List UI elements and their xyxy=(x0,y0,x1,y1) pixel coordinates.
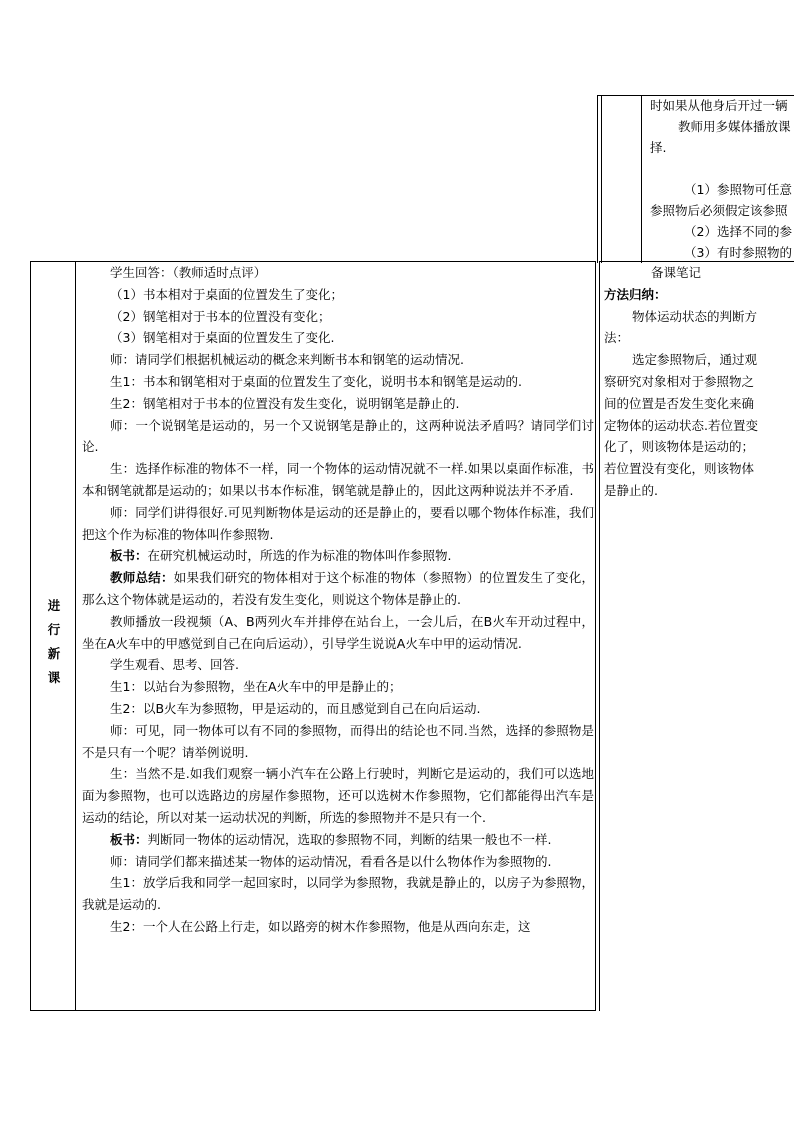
dialogue-paragraph: 师：一个说钢笔是运动的，另一个又说钢笔是静止的，这两种说法矛盾吗？请同学们讨论. xyxy=(82,417,594,455)
dialogue-paragraph: 教师播放一段视频（A、B两列火车并排停在站台上，一会儿后，在B火车开动过程中，坐在A火车中的甲感觉到自己在向后运动），引导学生说说A火车中甲的运动情况. xyxy=(82,613,594,651)
lesson-content xyxy=(82,262,594,938)
dialogue-paragraph: 生2：钢笔相对于书本的位置没有发生变化，说明钢笔是静止的. xyxy=(110,395,460,411)
continuation-line: 择. xyxy=(650,140,667,155)
section-label-char: 新 xyxy=(47,646,61,661)
notes-paragraph: 选定参照物后，通过观察研究对象相对于参照物之间的位置是否发生变化来确定物体的运动状态.若位置变化了，则该物体是运动的；若位置没有变化，则该物体是静止的. xyxy=(604,352,758,498)
lesson-notes xyxy=(604,262,758,502)
dialogue-paragraph: 生1：放学后我和同学一起回家时，以同学为参照物，我就是静止的，以房子为参照物，我就是运动的. xyxy=(82,875,594,913)
answer-item: （3）钢笔相对于桌面的位置发生了变化. xyxy=(110,330,335,346)
section-label xyxy=(32,594,76,690)
dialogue-paragraph: 生1：以站台为参照物，坐在A火车中的甲是静止的； xyxy=(110,679,402,695)
dialogue-paragraph: 师：可见，同一物体可以有不同的参照物，而得出的结论也不同.当然，选择的参照物是不是只有一个呢？请举例说明. xyxy=(82,722,594,760)
dialogue-paragraph: 学生观看、思考、回答. xyxy=(110,657,239,673)
dialogue-paragraph: 生：选择作标准的物体不一样，同一个物体的运动情况就不一样.如果以桌面作标准，书本和钢笔就都是运动的；如果以书本作标准，钢笔就是静止的，因此这两种说法并不矛盾. xyxy=(82,461,594,498)
table-bottom-border xyxy=(30,1010,596,1011)
dialogue-paragraph: 师：请同学们都来描述某一物体的运动情况，看看各是以什么物体作为参照物的. xyxy=(110,853,552,869)
teacher-summary: 教师总结：如果我们研究的物体相对于这个标准的物体（参照物）的位置发生了变化，那么这个物体就是运动的，若没有发生变化，则说这个物体是静止的. xyxy=(82,570,594,607)
continuation-line: 时如果从他身后开过一辆 xyxy=(650,98,788,113)
dialogue-paragraph: 生：当然不是.如我们观察一辆小汽车在公路上行驶时，判断它是运动的，我们可以选地面为参照物，也可以选路边的房屋作参照物，还可以选树木作参照物，它们都能得出汽车是运动的结论，所以对某一运动状况的判断，所选的参照物并不是只有一个. xyxy=(82,766,594,825)
blackboard-note: 板书：在研究机械运动时，所选的作为标准的物体叫作参照物. xyxy=(110,548,452,564)
dialogue-paragraph: 师：请同学们根据机械运动的概念来判断书本和钢笔的运动情况. xyxy=(110,352,464,368)
blackboard-note: 板书：判断同一物体的运动情况，选取的参照物不同，判断的结果一般也不一样. xyxy=(110,831,552,847)
table-left-border xyxy=(30,261,31,1011)
student-answer-heading: 学生回答：（教师适时点评） xyxy=(110,265,267,280)
dialogue-paragraph: 生2：以B火车为参照物，甲是运动的，而且感觉到自己在向后运动. xyxy=(110,700,481,716)
continuation-line: 教师用多媒体播放课 xyxy=(678,119,791,134)
dialogue-paragraph: 生2：一个人在公路上行走，如以路旁的树木作参照物，他是从西向东走，这 xyxy=(110,918,531,934)
dialogue-paragraph: 师：同学们讲得很好.可见判断物体是运动的还是静止的，要看以哪个物体作标准，我们把这个作为标准的物体叫作参照物. xyxy=(82,504,594,542)
notes-paragraph: 物体运动状态的判断方法： xyxy=(604,308,758,346)
section-label-char: 课 xyxy=(47,670,61,685)
answer-item: （2）钢笔相对于书本的位置没有变化； xyxy=(110,308,331,324)
continuation-line: （2）选择不同的参 xyxy=(684,224,792,239)
section-label-char: 进 xyxy=(47,598,61,613)
notes-left-border xyxy=(599,261,600,1011)
continuation-line: （3）有时参照物的 xyxy=(684,245,792,260)
continuation-line: （1）参照物可任意 xyxy=(684,182,792,197)
notes-header: 备课笔记 xyxy=(651,265,702,280)
method-summary-label: 方法归纳： xyxy=(604,286,667,302)
section-label-char: 行 xyxy=(47,622,61,637)
answer-item: （1）书本相对于桌面的位置发生了变化； xyxy=(110,286,343,302)
continuation-line: 参照物后必须假定该参照 xyxy=(650,203,788,218)
table-right-border xyxy=(595,261,596,1011)
previous-page-continuation xyxy=(598,95,794,263)
dialogue-paragraph: 生1：书本和钢笔相对于桌面的位置发生了变化，说明书本和钢笔是运动的. xyxy=(110,373,522,389)
